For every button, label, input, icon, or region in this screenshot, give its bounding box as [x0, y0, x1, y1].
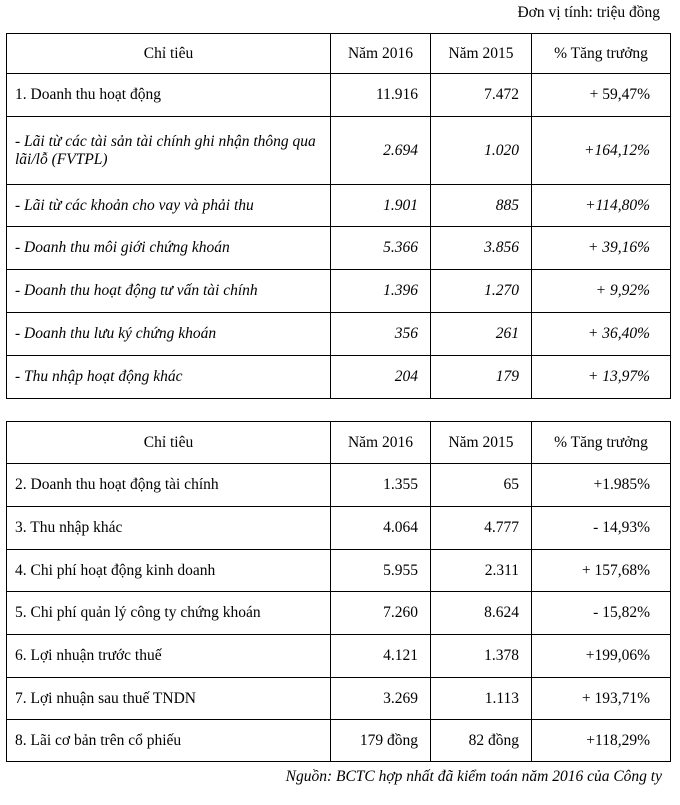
value-2016: 1.396 [331, 270, 431, 313]
growth-value: - 14,93% [532, 507, 671, 550]
row-label: - Lãi từ các tài sản tài chính ghi nhận thông qua lãi/lỗ (FVTPL) [7, 117, 331, 185]
growth-value: + 9,92% [532, 270, 671, 313]
header-2015: Năm 2015 [431, 422, 532, 464]
revenue-table [6, 33, 671, 399]
growth-value: +199,06% [532, 635, 671, 678]
header-2015: Năm 2015 [431, 34, 532, 74]
value-2016: 5.955 [331, 550, 431, 592]
row-label: 5. Chi phí quản lý công ty chứng khoán [7, 592, 331, 635]
header-growth: % Tăng trưởng [532, 34, 671, 74]
financial-table [6, 421, 671, 762]
value-2016: 4.064 [331, 507, 431, 550]
value-2016: 1.355 [331, 464, 431, 507]
table-row [7, 185, 671, 227]
header-chi-tieu: Chỉ tiêu [7, 422, 331, 464]
row-label: 3. Thu nhập khác [7, 507, 331, 550]
value-2015: 8.624 [431, 592, 532, 635]
table-row [7, 550, 671, 592]
table-header-row [7, 34, 671, 74]
row-label: 4. Chi phí hoạt động kinh doanh [7, 550, 331, 592]
row-label: 8. Lãi cơ bản trên cổ phiếu [7, 720, 331, 762]
header-chi-tieu: Chỉ tiêu [7, 34, 331, 74]
growth-value: + 36,40% [532, 313, 671, 356]
source-note: Nguồn: BCTC hợp nhất đã kiểm toán năm 2016 của Công ty [285, 768, 662, 785]
value-2015: 1.378 [431, 635, 532, 678]
header-2016: Năm 2016 [331, 422, 431, 464]
growth-value: +164,12% [532, 117, 671, 185]
value-2016: 5.366 [331, 227, 431, 270]
growth-value: +114,80% [532, 185, 671, 227]
table-row [7, 74, 671, 117]
value-2016: 3.269 [331, 678, 431, 720]
growth-value: +118,29% [532, 720, 671, 762]
value-2015: 65 [431, 464, 532, 507]
value-2015: 885 [431, 185, 532, 227]
table-row [7, 720, 671, 762]
growth-value: +1.985% [532, 464, 671, 507]
value-2016: 4.121 [331, 635, 431, 678]
value-2015: 3.856 [431, 227, 532, 270]
table-row [7, 592, 671, 635]
row-label: - Lãi từ các khoản cho vay và phải thu [7, 185, 331, 227]
growth-value: + 193,71% [532, 678, 671, 720]
header-2016: Năm 2016 [331, 34, 431, 74]
value-2015: 82 đồng [431, 720, 532, 762]
table-row [7, 270, 671, 313]
value-2016: 7.260 [331, 592, 431, 635]
growth-value: + 59,47% [532, 74, 671, 117]
header-growth: % Tăng trưởng [532, 422, 671, 464]
value-2015: 1.020 [431, 117, 532, 185]
value-2015: 7.472 [431, 74, 532, 117]
table-row [7, 356, 671, 399]
table-row [7, 117, 671, 185]
value-2015: 2.311 [431, 550, 532, 592]
unit-note: Đơn vị tính: triệu đồng [517, 4, 660, 21]
value-2016: 11.916 [331, 74, 431, 117]
value-2015: 1.270 [431, 270, 532, 313]
row-label: - Thu nhập hoạt động khác [7, 356, 331, 399]
table-row [7, 313, 671, 356]
growth-value: + 157,68% [532, 550, 671, 592]
value-2015: 261 [431, 313, 532, 356]
table-row [7, 635, 671, 678]
growth-value: - 15,82% [532, 592, 671, 635]
growth-value: + 39,16% [532, 227, 671, 270]
value-2016: 179 đồng [331, 720, 431, 762]
value-2015: 4.777 [431, 507, 532, 550]
table-row [7, 507, 671, 550]
row-label: - Doanh thu môi giới chứng khoán [7, 227, 331, 270]
table-header-row [7, 422, 671, 464]
value-2016: 1.901 [331, 185, 431, 227]
table-row [7, 227, 671, 270]
growth-value: + 13,97% [532, 356, 671, 399]
value-2015: 179 [431, 356, 532, 399]
value-2016: 2.694 [331, 117, 431, 185]
row-label: 2. Doanh thu hoạt động tài chính [7, 464, 331, 507]
row-label: - Doanh thu lưu ký chứng khoán [7, 313, 331, 356]
value-2016: 204 [331, 356, 431, 399]
row-label: 1. Doanh thu hoạt động [7, 74, 331, 117]
row-label: 7. Lợi nhuận sau thuế TNDN [7, 678, 331, 720]
value-2015: 1.113 [431, 678, 532, 720]
row-label: 6. Lợi nhuận trước thuế [7, 635, 331, 678]
value-2016: 356 [331, 313, 431, 356]
table-row [7, 464, 671, 507]
table-row [7, 678, 671, 720]
row-label: - Doanh thu hoạt động tư vấn tài chính [7, 270, 331, 313]
